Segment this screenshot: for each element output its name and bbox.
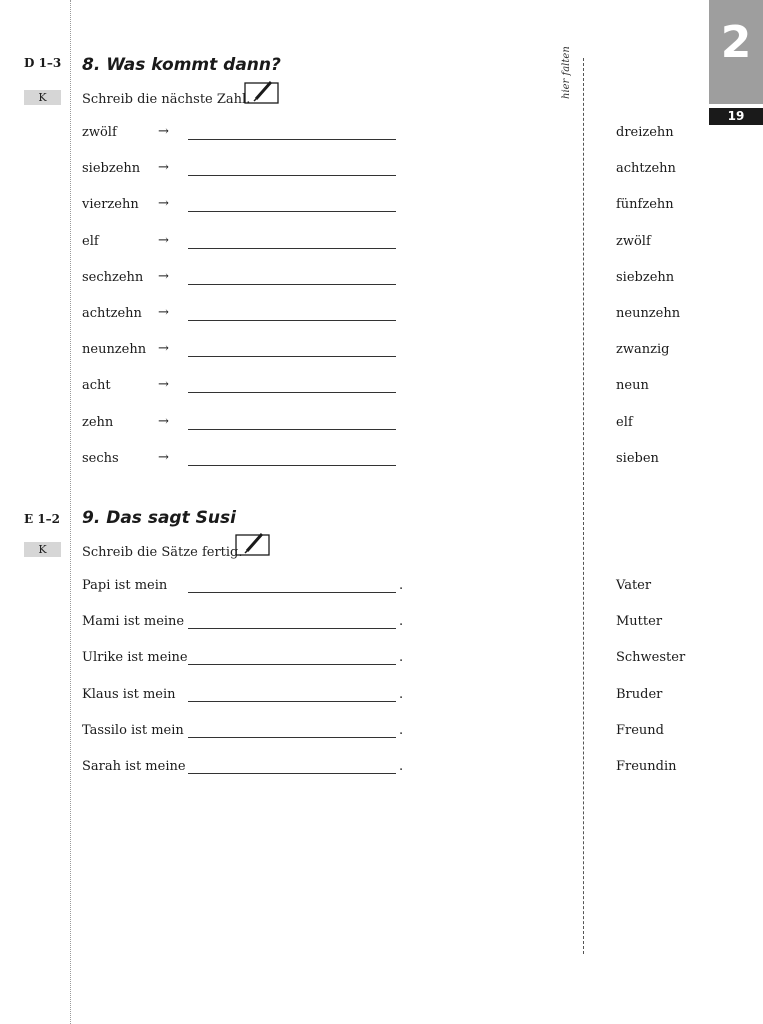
answer-blank-line — [188, 773, 396, 774]
row-prompt: Sarah ist meine — [82, 759, 186, 774]
answer-blank-line — [188, 139, 396, 140]
section-8-instruction: Schreib die nächste Zahl. — [82, 92, 251, 107]
arrow-right-icon: → — [158, 413, 169, 429]
row-answer: fünfzehn — [616, 197, 674, 213]
sentence-end-mark: . — [399, 650, 404, 666]
row-answer: Vater — [616, 578, 652, 593]
page-number: 19 — [709, 108, 763, 125]
exercise-row — [0, 161, 763, 181]
section-9-badge: K — [24, 542, 61, 557]
answer-blank-line — [188, 284, 396, 285]
section-8-title: 8. Was kommt dann? — [82, 55, 281, 75]
arrow-right-icon: → — [158, 449, 169, 465]
arrow-right-icon: → — [158, 232, 169, 248]
exercise-row — [0, 578, 763, 598]
arrow-right-icon: → — [158, 377, 169, 393]
exercise-row — [0, 723, 763, 743]
row-prompt: Papi ist mein — [82, 578, 168, 593]
sentence-end-mark: . — [399, 722, 404, 738]
row-answer: neun — [616, 378, 649, 394]
arrow-right-icon: → — [158, 160, 169, 176]
exercise-row — [0, 415, 763, 435]
sentence-end-mark: . — [399, 614, 404, 630]
sentence-end-mark: . — [399, 759, 404, 774]
fold-label: hier falten — [561, 46, 572, 99]
row-answer: elf — [616, 414, 633, 430]
exercise-row — [0, 451, 763, 471]
row-prompt: zehn — [82, 414, 114, 430]
row-answer: Bruder — [616, 686, 663, 702]
answer-blank-line — [188, 737, 396, 738]
arrow-right-icon: → — [158, 305, 169, 320]
sentence-end-mark: . — [399, 686, 404, 702]
row-prompt: acht — [82, 378, 111, 394]
exercise-row — [0, 234, 763, 254]
exercise-row — [0, 125, 763, 145]
section-9-title: 9. Das sagt Susi — [82, 508, 236, 528]
row-prompt: elf — [82, 233, 99, 249]
row-answer: achtzehn — [616, 161, 676, 177]
unit-tab: 2 — [709, 0, 763, 104]
row-prompt: Mami ist meine — [82, 614, 185, 630]
row-prompt: Ulrike ist meine — [82, 650, 188, 666]
answer-blank-line — [188, 392, 396, 393]
answer-blank-line — [188, 628, 396, 629]
fold-dashed-line — [583, 58, 584, 954]
arrow-right-icon: → — [158, 341, 169, 357]
answer-blank-line — [188, 465, 396, 466]
exercise-row — [0, 378, 763, 398]
row-answer: siebzehn — [616, 269, 675, 285]
answer-blank-line — [188, 356, 396, 357]
exercise-row — [0, 342, 763, 362]
section-9-reference: E 1–2 — [24, 512, 61, 526]
answer-blank-line — [188, 592, 396, 593]
answer-blank-line — [188, 429, 396, 430]
arrow-right-icon: → — [158, 196, 169, 212]
row-answer: dreizehn — [616, 125, 674, 140]
exercise-row — [0, 306, 763, 326]
answer-blank-line — [188, 701, 396, 702]
arrow-right-icon: → — [158, 268, 169, 284]
row-answer: Mutter — [616, 614, 663, 630]
row-answer: neunzehn — [616, 306, 681, 321]
section-8-reference: D 1–3 — [24, 56, 62, 70]
exercise-row — [0, 197, 763, 217]
exercise-row — [0, 270, 763, 290]
row-answer: Freundin — [616, 759, 677, 774]
answer-blank-line — [188, 248, 396, 249]
row-prompt: Klaus ist mein — [82, 686, 176, 702]
row-answer: Freund — [616, 722, 664, 738]
pencil-icon — [235, 532, 271, 556]
row-prompt: neunzehn — [82, 342, 147, 358]
answer-blank-line — [188, 175, 396, 176]
exercise-row — [0, 687, 763, 707]
arrow-right-icon: → — [158, 124, 169, 139]
row-answer: Schwester — [616, 650, 686, 666]
row-prompt: vierzehn — [82, 197, 139, 213]
row-answer: sieben — [616, 450, 659, 466]
exercise-row — [0, 614, 763, 634]
row-prompt: sechzehn — [82, 269, 144, 285]
row-prompt: zwölf — [82, 125, 117, 140]
sentence-end-mark: . — [399, 578, 404, 593]
exercise-row — [0, 650, 763, 670]
row-prompt: Tassilo ist mein — [82, 722, 184, 738]
pencil-icon — [244, 80, 280, 104]
row-prompt: siebzehn — [82, 161, 141, 177]
row-answer: zwölf — [616, 233, 651, 249]
exercise-row — [0, 759, 763, 779]
answer-blank-line — [188, 211, 396, 212]
row-prompt: sechs — [82, 450, 119, 466]
section-9-instruction: Schreib die Sätze fertig. — [82, 545, 243, 560]
row-prompt: achtzehn — [82, 306, 142, 321]
margin-dotted-line — [70, 0, 71, 1024]
row-answer: zwanzig — [616, 342, 670, 358]
section-8-badge: K — [24, 90, 61, 105]
answer-blank-line — [188, 664, 396, 665]
answer-blank-line — [188, 320, 396, 321]
